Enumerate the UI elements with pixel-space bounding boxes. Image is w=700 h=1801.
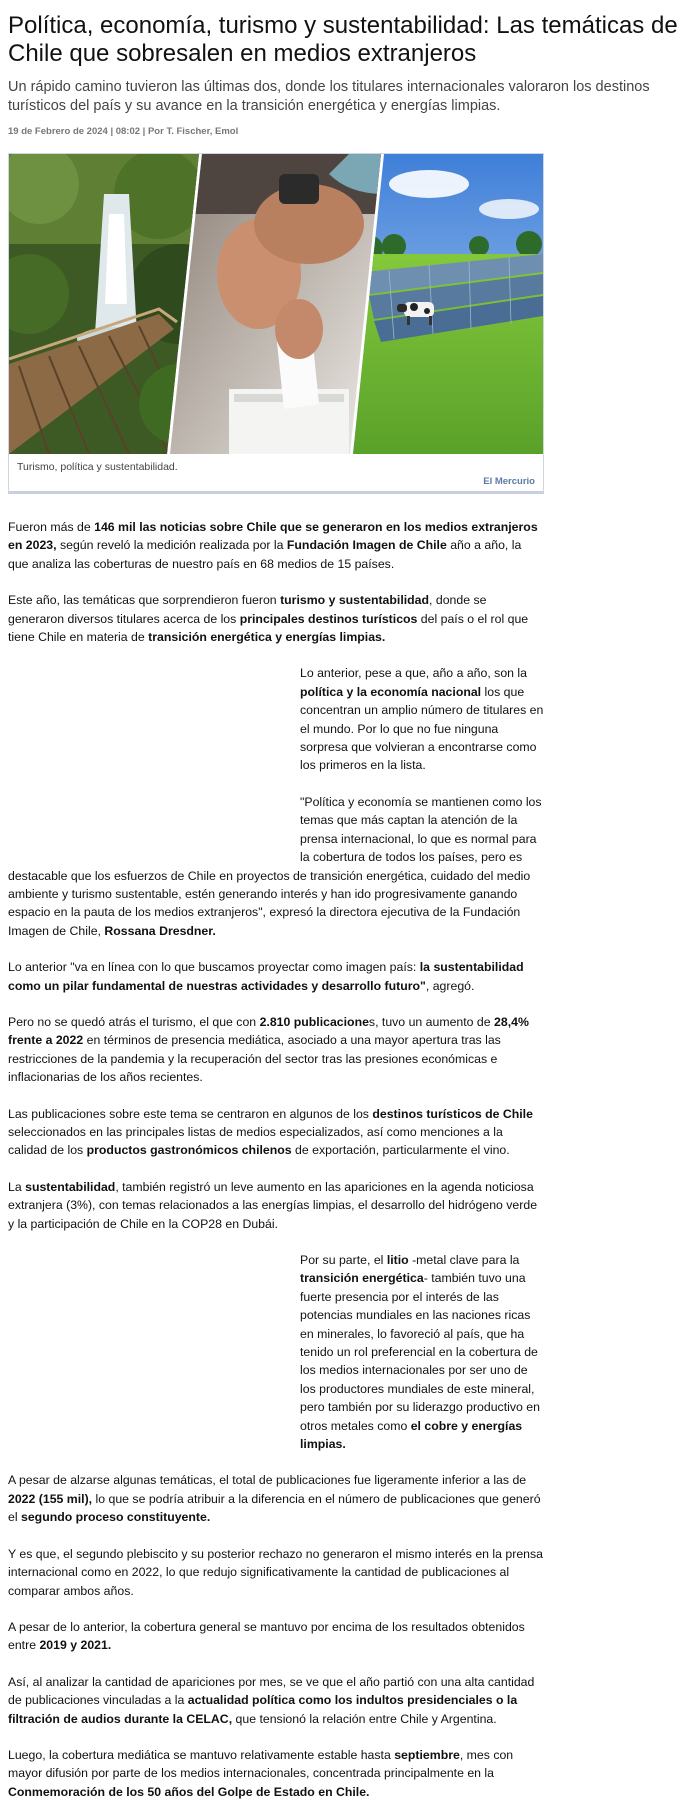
- photo-credit: El Mercurio: [483, 476, 535, 487]
- paragraph: [8, 518, 544, 573]
- bold-text: transición energética y energías limpias.: [148, 630, 386, 645]
- text-run: Las publicaciones sobre este tema se centraron en algunos de los: [8, 1106, 373, 1121]
- paragraph: [8, 958, 544, 995]
- text-run: -metal clave para la: [408, 1253, 520, 1267]
- text-run: que tensionó la relación entre Chile y Argentina.: [232, 1711, 497, 1726]
- paragraph: [8, 1178, 544, 1233]
- text-run: , agregó.: [425, 978, 475, 993]
- ad-space: [8, 664, 300, 860]
- bold-text: productos gastronómicos chilenos: [86, 1143, 292, 1158]
- text-run: Pero no se quedó atrás el turismo, el que con: [8, 1014, 260, 1029]
- paragraph: [8, 1013, 544, 1087]
- lead-figure: [8, 153, 544, 494]
- paragraph: [8, 1673, 544, 1728]
- bold-text: 28,4% frente a 2022: [8, 1014, 529, 1048]
- text-run: , también registró un leve aumento en las apariciones en la agenda noticiosa extranjera (3%), con temas relacionados a las energías limpias, el desarrollo del hidrógeno verde y la participación de Chile en la COP28 en Dubái.: [8, 1179, 538, 1231]
- byline: 19 de Febrero de 2024 | 08:02 | Por T. Fischer, Emol: [8, 126, 239, 137]
- text-run: "Política y economía se mantienen como los temas que más captan la atención de la prensa internacional, lo que es normal para la cobertura de todos los países, pero es destacable que los esfuerzos de Chile en proyectos de transición energética, cuidado del medio ambiente y turismo sustentable, estén generando interés y han ido progresivamente ganando espacio en la pauta de los medios extranjeros", expresó la directora ejecutiva de la Fundación Imagen de Chile,: [8, 794, 542, 938]
- text-run: Así, al analizar la cantidad de apariciones por mes, se ve que el año partió con una alta cantidad de publicaciones vinculadas a la: [8, 1674, 535, 1708]
- text-run: Por su parte, el: [300, 1253, 387, 1267]
- text-run: Fueron más de: [8, 520, 95, 534]
- bold-text: Rossana Dresdner.: [104, 923, 216, 938]
- text-run: A pesar de lo anterior, la cobertura general se mantuvo por encima de los resultados obtenidos entre: [8, 1619, 525, 1653]
- voting-photo: [169, 154, 384, 454]
- bold-text: Fundación Imagen de Chile: [286, 538, 447, 553]
- text-run: Este año, las temáticas que sorprendieron fueron: [8, 593, 281, 608]
- bold-text: el cobre y energías limpias.: [300, 1418, 523, 1452]
- text-run: de exportación, particularmente el vino.: [291, 1143, 510, 1158]
- bold-text: principales destinos turísticos: [239, 611, 418, 626]
- bold-text: la sustentabilidad como un pilar fundamental de nuestras actividades y desarrollo futuro": [8, 960, 524, 993]
- text-run: , donde se generaron diversos titulares acerca de los: [8, 593, 487, 626]
- text-run: del país o el rol que tiene Chile en materia de: [8, 611, 529, 645]
- paragraph: [8, 1545, 544, 1600]
- text-run: lo que se podría atribuir a la diferencia en el número de publicaciones que generó el: [8, 1491, 541, 1525]
- bold-text: 2.810 publicacione: [259, 1014, 369, 1029]
- paragraph: [8, 1746, 544, 1801]
- paragraph: [8, 591, 544, 646]
- paragraph: [8, 1105, 544, 1160]
- bold-text: destinos turísticos de Chile: [372, 1106, 533, 1121]
- text-run: - también tuvo una fuerte presencia por el interés de las potencias mundiales en las naciones ricas en minerales, lo favoreció al país, que ha tenido un rol preferencial en la cobertura de los medios internacionales por ser uno de los productores mundiales de este mineral, pero también por su liderazgo productivo en otros metales como: [300, 1271, 540, 1433]
- text-run: La: [8, 1179, 26, 1194]
- text-run: , mes con mayor difusión por parte de los medios internacionales, concentrada principalmente en la: [8, 1747, 514, 1781]
- text-run: en términos de presencia mediática, asociado a una mayor apertura tras las restricciones de la pandemia y la recuperación del sector tras las presiones económicas e inflacionarias de los años recientes.: [8, 1033, 501, 1085]
- ad-space: [8, 1251, 300, 1447]
- paragraph: [8, 1471, 544, 1526]
- bold-text: sustentabilidad: [25, 1179, 116, 1194]
- headline: Política, economía, turismo y sustentabilidad: Las temáticas de Chile que sobresalen en medios extranjeros: [8, 12, 678, 67]
- text-run: Lo anterior "va en línea con lo que buscamos proyectar como imagen país:: [8, 960, 420, 975]
- bold-text: segundo proceso constituyente.: [21, 1510, 211, 1525]
- bold-text: septiembre: [394, 1747, 460, 1762]
- text-run: según reveló la medición realizada por la: [56, 538, 287, 553]
- bold-text: actualidad política como los indultos presidenciales o la filtración de audios durante la CELAC,: [8, 1693, 518, 1726]
- paragraph: [8, 1618, 544, 1655]
- bold-text: 2019 y 2021.: [39, 1638, 112, 1653]
- bold-text: turismo y sustentabilidad: [280, 593, 430, 608]
- bold-text: 146 mil las noticias sobre Chile que se generaron en los medios extranjeros en 2023,: [8, 520, 538, 553]
- bold-text: litio: [386, 1253, 409, 1267]
- text-run: seleccionados en las principales listas de medios especializados, así como menciones a la calidad de los: [8, 1124, 503, 1158]
- text-run: A pesar de alzarse algunas temáticas, el total de publicaciones fue ligeramente inferior a las de: [8, 1473, 527, 1488]
- text-run: s, tuvo un aumento de: [368, 1014, 495, 1029]
- text-run: año a año, la que analiza las coberturas de nuestro país en 68 medios de 15 países.: [8, 538, 522, 571]
- subtitle: Un rápido camino tuvieron las últimas dos, donde los titulares internacionales valoraron los destinos turísticos del país y su avance en la transición energética y energías limpias.: [8, 79, 650, 114]
- text-run: Lo anterior, pese a que, año a año, son la: [300, 666, 527, 681]
- bold-text: política y la economía nacional: [300, 684, 482, 699]
- article-body: [8, 518, 544, 1801]
- photo-caption: Turismo, política y sustentabilidad.: [17, 461, 178, 473]
- text-run: los que concentran un amplio número de titulares en el mundo. Por lo que no fue ninguna sorpresa que volvieran a encontrarse como los primeros en la lista.: [300, 684, 544, 773]
- bold-text: 2022 (155 mil),: [8, 1491, 93, 1506]
- lead-photo-collage[interactable]: [9, 154, 543, 454]
- text-run: Y es que, el segundo plebiscito y su posterior rechazo no generaron el mismo interés en la prensa internacional como en 2022, lo que redujo significativamente la cantidad de publicaciones al comparar ambos años.: [8, 1546, 543, 1598]
- bold-text: Conmemoración de los 50 años del Golpe de Estado en Chile.: [8, 1784, 370, 1799]
- bold-text: transición energética: [300, 1271, 424, 1286]
- text-run: Luego, la cobertura mediática se mantuvo relativamente estable hasta: [8, 1747, 395, 1762]
